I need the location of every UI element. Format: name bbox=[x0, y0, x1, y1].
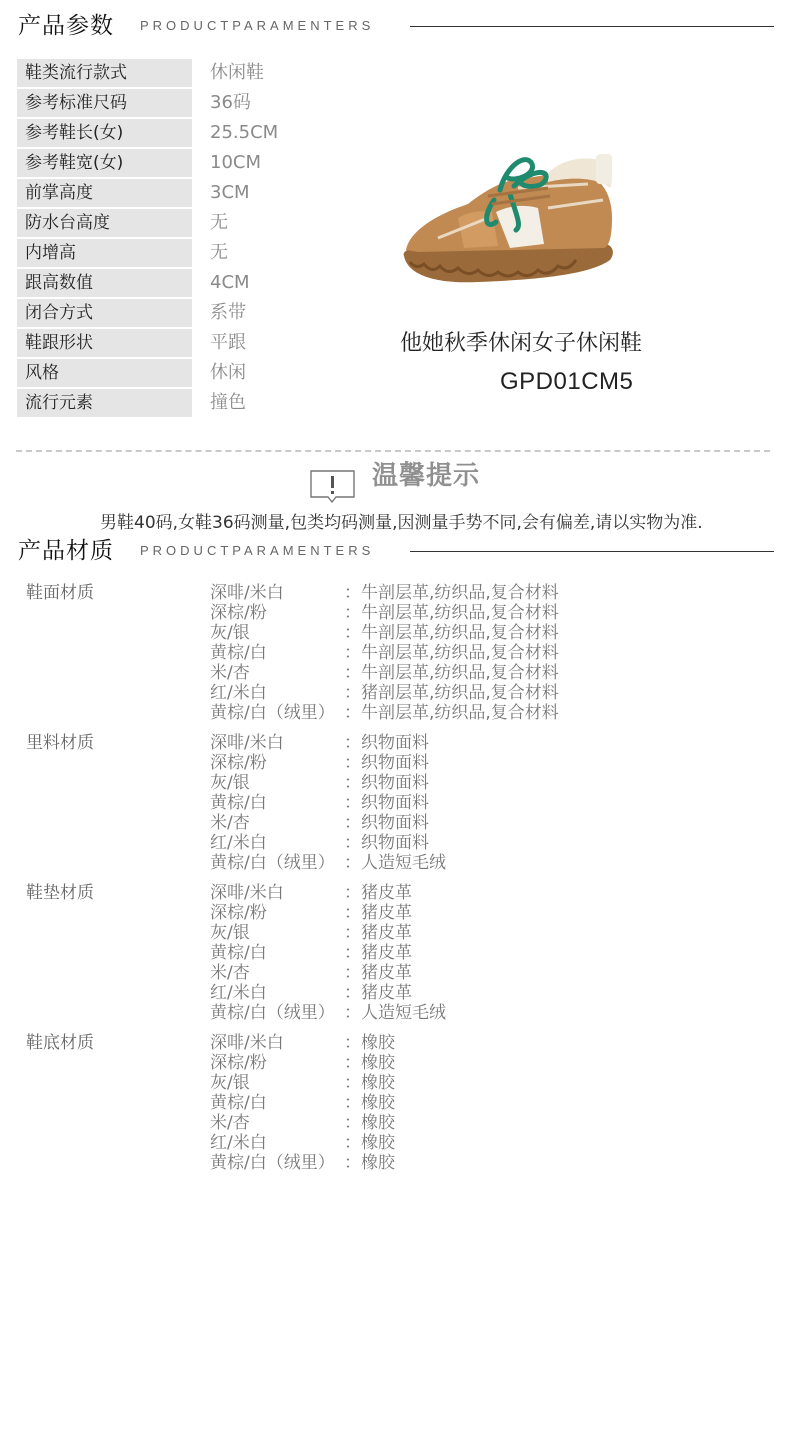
material-row bbox=[26, 663, 626, 683]
param-key: 闭合方式 bbox=[17, 299, 192, 327]
material-color: 深棕/粉 bbox=[210, 603, 267, 623]
material-color: 灰/银 bbox=[210, 773, 250, 793]
param-row bbox=[17, 59, 307, 89]
material-value: ：织物面料 bbox=[344, 753, 429, 773]
material-value: ：橡胶 bbox=[344, 1073, 395, 1093]
material-value: ：橡胶 bbox=[344, 1113, 395, 1133]
param-value: 无 bbox=[210, 212, 228, 233]
param-key: 参考鞋宽(女) bbox=[17, 149, 192, 177]
param-value: 撞色 bbox=[210, 392, 246, 413]
material-color: 深啡/米白 bbox=[210, 1033, 284, 1053]
material-row bbox=[26, 1133, 626, 1153]
exclamation-speech-bubble-icon bbox=[310, 470, 355, 504]
param-key: 内增高 bbox=[17, 239, 192, 267]
material-value: ：猪皮革 bbox=[344, 963, 412, 983]
materials-section-header bbox=[16, 534, 774, 568]
material-value: ：橡胶 bbox=[344, 1133, 395, 1153]
material-color: 黄棕/白 bbox=[210, 793, 267, 813]
param-row bbox=[17, 359, 307, 389]
materials-table bbox=[26, 583, 626, 1183]
material-color: 深啡/米白 bbox=[210, 883, 284, 903]
material-color: 深棕/粉 bbox=[210, 1053, 267, 1073]
param-value: 4CM bbox=[210, 272, 250, 293]
dashed-divider bbox=[16, 450, 770, 452]
material-value: ：橡胶 bbox=[344, 1053, 395, 1073]
material-value: ：织物面料 bbox=[344, 773, 429, 793]
material-color: 深棕/粉 bbox=[210, 903, 267, 923]
material-row bbox=[26, 643, 626, 663]
param-key: 防水台高度 bbox=[17, 209, 192, 237]
material-value: ：猪皮革 bbox=[344, 903, 412, 923]
material-row bbox=[26, 703, 626, 723]
material-row bbox=[26, 983, 626, 1003]
material-value: ：猪皮革 bbox=[344, 983, 412, 1003]
params-table bbox=[17, 59, 307, 419]
material-value: ：猪皮革 bbox=[344, 923, 412, 943]
material-row bbox=[26, 1073, 626, 1093]
material-group bbox=[26, 883, 626, 1023]
material-value: ：牛剖层革,纺织品,复合材料 bbox=[344, 663, 559, 683]
material-row bbox=[26, 793, 626, 813]
param-value: 36码 bbox=[210, 92, 251, 113]
param-row bbox=[17, 329, 307, 359]
param-key: 参考标准尺码 bbox=[17, 89, 192, 117]
material-color: 米/杏 bbox=[210, 1113, 250, 1133]
material-row bbox=[26, 753, 626, 773]
material-row bbox=[26, 683, 626, 703]
param-value: 10CM bbox=[210, 152, 262, 173]
material-value: ：织物面料 bbox=[344, 813, 429, 833]
material-row bbox=[26, 903, 626, 923]
param-key: 鞋跟形状 bbox=[17, 329, 192, 357]
material-row bbox=[26, 943, 626, 963]
param-row bbox=[17, 179, 307, 209]
material-value: ：牛剖层革,纺织品,复合材料 bbox=[344, 623, 559, 643]
tip-title: 温馨提示 bbox=[372, 461, 481, 491]
param-row bbox=[17, 299, 307, 329]
param-value: 平跟 bbox=[210, 332, 246, 353]
material-color: 红/米白 bbox=[210, 983, 267, 1003]
param-row bbox=[17, 119, 307, 149]
param-row bbox=[17, 269, 307, 299]
params-section-title: 产品参数 bbox=[18, 13, 114, 39]
material-row bbox=[26, 733, 626, 753]
product-code: GPD01CM5 bbox=[500, 368, 634, 395]
param-value: 系带 bbox=[210, 302, 246, 323]
param-value: 25.5CM bbox=[210, 122, 279, 143]
material-color: 红/米白 bbox=[210, 1133, 267, 1153]
material-value: ：猪皮革 bbox=[344, 943, 412, 963]
material-row bbox=[26, 1053, 626, 1073]
material-value: ：牛剖层革,纺织品,复合材料 bbox=[344, 703, 559, 723]
material-value: ：橡胶 bbox=[344, 1093, 395, 1113]
material-color: 米/杏 bbox=[210, 963, 250, 983]
param-row bbox=[17, 209, 307, 239]
param-row bbox=[17, 239, 307, 269]
product-name: 他她秋季休闲女子休闲鞋 bbox=[400, 331, 643, 356]
material-row bbox=[26, 1003, 626, 1023]
material-value: ：织物面料 bbox=[344, 733, 429, 753]
material-value: ：牛剖层革,纺织品,复合材料 bbox=[344, 643, 559, 663]
params-section-subtitle: PRODUCTPARAMENTERS bbox=[140, 18, 375, 33]
param-key: 参考鞋长(女) bbox=[17, 119, 192, 147]
material-color: 黄棕/白（绒里） bbox=[210, 1153, 335, 1173]
material-color: 黄棕/白（绒里） bbox=[210, 853, 335, 873]
param-key: 跟高数值 bbox=[17, 269, 192, 297]
material-value: ：猪皮革 bbox=[344, 883, 412, 903]
material-row bbox=[26, 773, 626, 793]
shoe-product-image bbox=[398, 148, 622, 290]
material-group bbox=[26, 583, 626, 723]
material-color: 黄棕/白（绒里） bbox=[210, 703, 335, 723]
material-color: 黄棕/白（绒里） bbox=[210, 1003, 335, 1023]
tip-text: 男鞋40码,女鞋36码测量,包类均码测量,因测量手势不同,会有偏差,请以实物为准. bbox=[100, 513, 703, 533]
param-value: 休闲鞋 bbox=[210, 62, 264, 83]
material-color: 红/米白 bbox=[210, 683, 267, 703]
material-color: 灰/银 bbox=[210, 623, 250, 643]
material-row bbox=[26, 583, 626, 603]
param-row bbox=[17, 389, 307, 419]
material-category: 鞋垫材质 bbox=[26, 883, 94, 903]
material-row bbox=[26, 883, 626, 903]
param-key: 风格 bbox=[17, 359, 192, 387]
param-key: 流行元素 bbox=[17, 389, 192, 417]
materials-section-rule bbox=[410, 551, 774, 552]
material-row bbox=[26, 1093, 626, 1113]
material-value: ：织物面料 bbox=[344, 793, 429, 813]
material-value: ：橡胶 bbox=[344, 1033, 395, 1053]
material-color: 黄棕/白 bbox=[210, 943, 267, 963]
material-color: 深啡/米白 bbox=[210, 583, 284, 603]
material-group bbox=[26, 1033, 626, 1173]
param-key: 前掌高度 bbox=[17, 179, 192, 207]
material-row bbox=[26, 853, 626, 873]
materials-section-title: 产品材质 bbox=[18, 538, 114, 564]
material-value: ：牛剖层革,纺织品,复合材料 bbox=[344, 603, 559, 623]
param-value: 无 bbox=[210, 242, 228, 263]
params-section-header bbox=[16, 9, 774, 43]
material-row bbox=[26, 1153, 626, 1173]
material-color: 灰/银 bbox=[210, 1073, 250, 1093]
material-row bbox=[26, 923, 626, 943]
material-row bbox=[26, 833, 626, 853]
material-row bbox=[26, 813, 626, 833]
material-value: ：人造短毛绒 bbox=[344, 853, 446, 873]
material-value: ：橡胶 bbox=[344, 1153, 395, 1173]
param-key: 鞋类流行款式 bbox=[17, 59, 192, 87]
material-color: 黄棕/白 bbox=[210, 1093, 267, 1113]
material-color: 深啡/米白 bbox=[210, 733, 284, 753]
material-value: ：牛剖层革,纺织品,复合材料 bbox=[344, 583, 559, 603]
material-color: 黄棕/白 bbox=[210, 643, 267, 663]
material-row bbox=[26, 1033, 626, 1053]
material-value: ：猪剖层革,纺织品,复合材料 bbox=[344, 683, 559, 703]
material-color: 灰/银 bbox=[210, 923, 250, 943]
material-row bbox=[26, 963, 626, 983]
materials-section-subtitle: PRODUCTPARAMENTERS bbox=[140, 543, 375, 558]
material-category: 鞋底材质 bbox=[26, 1033, 94, 1053]
param-value: 休闲 bbox=[210, 362, 246, 383]
param-value: 3CM bbox=[210, 182, 250, 203]
material-color: 米/杏 bbox=[210, 663, 250, 683]
param-row bbox=[17, 149, 307, 179]
material-color: 米/杏 bbox=[210, 813, 250, 833]
material-category: 鞋面材质 bbox=[26, 583, 94, 603]
param-row bbox=[17, 89, 307, 119]
material-row bbox=[26, 1113, 626, 1133]
material-color: 深棕/粉 bbox=[210, 753, 267, 773]
material-value: ：人造短毛绒 bbox=[344, 1003, 446, 1023]
material-row bbox=[26, 623, 626, 643]
params-section-rule bbox=[410, 26, 774, 27]
material-category: 里料材质 bbox=[26, 733, 94, 753]
material-color: 红/米白 bbox=[210, 833, 267, 853]
material-row bbox=[26, 603, 626, 623]
material-group bbox=[26, 733, 626, 873]
material-value: ：织物面料 bbox=[344, 833, 429, 853]
